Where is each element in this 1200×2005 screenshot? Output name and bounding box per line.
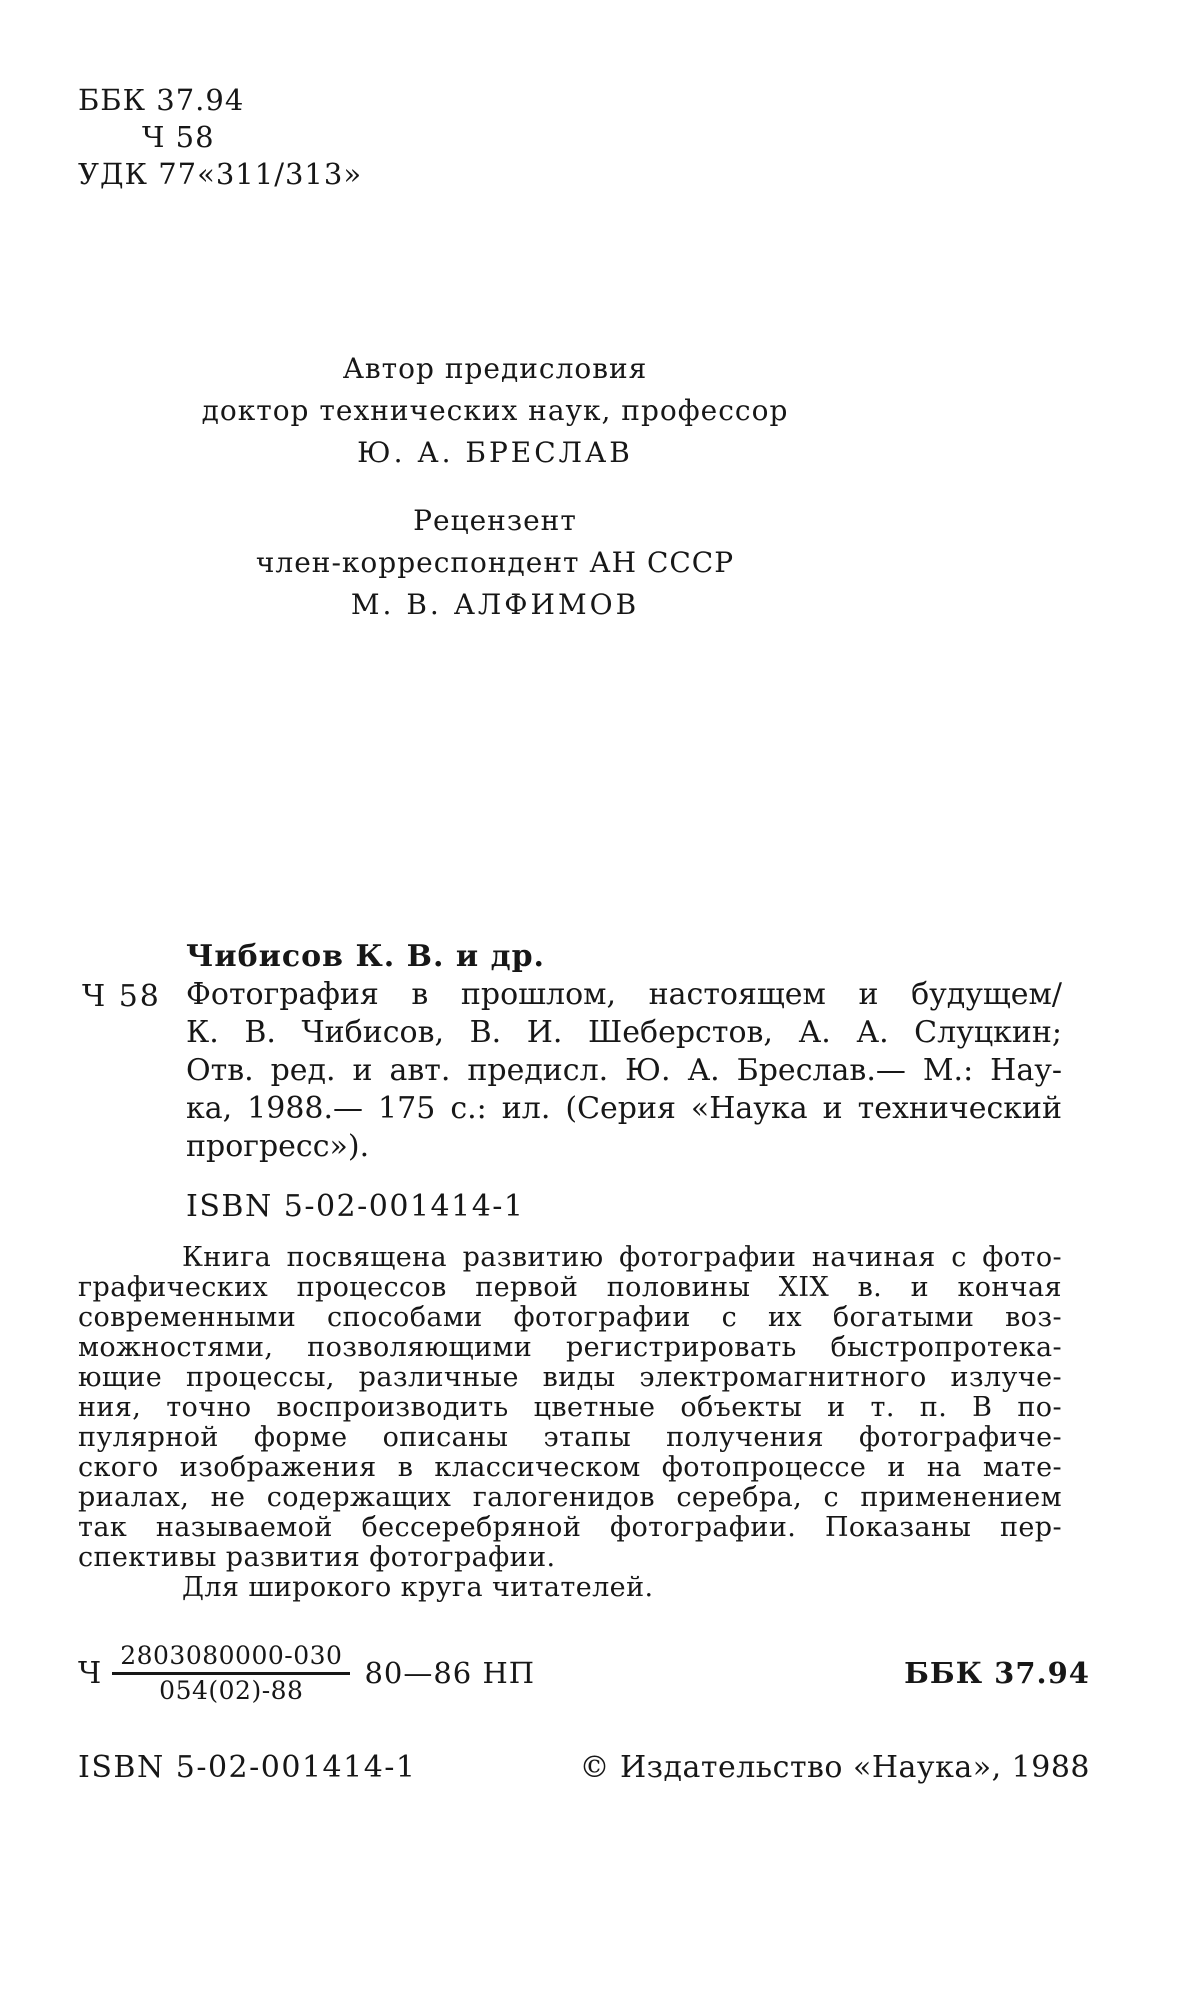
foreword-degree: доктор технических наук, профессор	[201, 394, 789, 427]
catalog-isbn: ISBN 5-02-001414-1	[186, 1189, 525, 1224]
annotation-line: пулярной форме описаны этапы получения фотографиче-	[78, 1422, 1062, 1453]
imprint-fraction-numerator: 2803080000-030	[112, 1642, 350, 1675]
catalog-line: Фотография в прошлом, настоящем и будущем/	[186, 977, 1062, 1012]
catalog-line: прогресс»).	[186, 1129, 370, 1164]
annotation-audience: Для широкого круга читателей.	[182, 1572, 654, 1603]
catalog-index: Ч 58	[82, 979, 161, 1014]
catalog-description	[186, 976, 1062, 1166]
imprint-bbk: ББК 37.94	[904, 1656, 1090, 1690]
foreword-credit-block	[0, 348, 990, 474]
annotation-line: ющие процессы, различные виды электромагнитного излуче-	[78, 1362, 1062, 1393]
foreword-role: Автор предисловия	[342, 352, 648, 385]
imprint-index-row	[78, 1642, 1090, 1704]
catalog-card	[78, 938, 1062, 1226]
reviewer-degree: член-корреспондент АН СССР	[255, 546, 735, 579]
annotation-line: так называемой бессеребряной фотографии. Показаны пер-	[78, 1512, 1062, 1543]
reviewer-name: М. В. АЛФИМОВ	[350, 588, 640, 621]
annotation-line: Книга посвящена развитию фотографии начиная с фото-	[182, 1242, 1062, 1273]
catalog-line: К. В. Чибисов, В. И. Шеберстов, А. А. Слуцкин;	[186, 1015, 1062, 1050]
annotation-line: можностями, позволяющими регистрировать быстропротека-	[78, 1332, 1062, 1363]
catalog-line: ка, 1988.— 175 с.: ил. (Серия «Наука и технический	[186, 1091, 1062, 1126]
imprint-fraction	[112, 1642, 350, 1704]
annotation-line: ского изображения в классическом фотопроцессе и на мате-	[78, 1452, 1062, 1483]
annotation-line: спективы развития фотографии.	[78, 1542, 556, 1573]
annotation-line: графических процессов первой половины XIX в. и кончая	[78, 1272, 1062, 1303]
reviewer-role: Рецензент	[413, 504, 577, 537]
foreword-author-name: Ю. А. БРЕСЛАВ	[357, 436, 633, 469]
footer-row	[78, 1750, 1090, 1785]
imprint-code: 80—86 НП	[364, 1656, 536, 1690]
catalog-line: Отв. ред. и авт. предисл. Ю. А. Бреслав.— М.: Нау-	[186, 1053, 1062, 1088]
imprint-fraction-denominator: 054(02)-88	[159, 1676, 304, 1705]
udk-code: УДК 77«311/313»	[78, 157, 363, 191]
annotation-paragraph	[78, 1243, 1062, 1603]
annotation-line: современными способами фотографии с их богатыми воз-	[78, 1302, 1062, 1333]
footer-copyright: © Издательство «Наука», 1988	[579, 1750, 1090, 1785]
imprint-index-letter: Ч	[78, 1655, 103, 1691]
annotation-line: риалах, не содержащих галогенидов серебра, с применением	[78, 1482, 1062, 1513]
classification-codes	[78, 82, 362, 193]
annotation-line: ния, точно воспроизводить цветные объекты и т. п. В по-	[78, 1392, 1062, 1423]
catalog-authors-heading: Чибисов К. В. и др.	[186, 939, 546, 974]
bbk-code: ББК 37.94	[78, 83, 245, 117]
reviewer-credit-block	[0, 500, 990, 626]
author-sign-code: Ч 58	[142, 120, 215, 154]
footer-isbn: ISBN 5-02-001414-1	[78, 1750, 417, 1785]
